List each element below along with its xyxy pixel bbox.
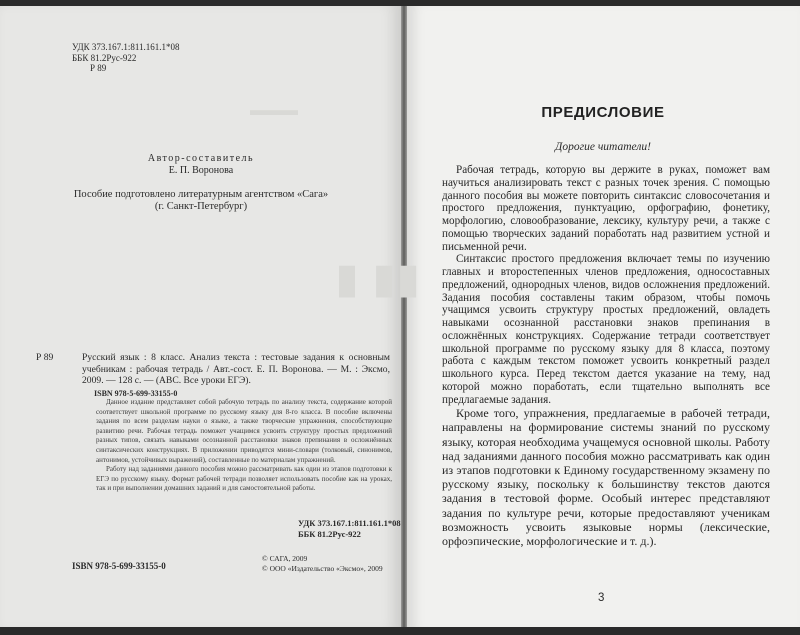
udk-line: УДК 373.167.1:811.161.1*08 [72,42,180,52]
bbk-line: ББК 81.2Рус-922 [298,528,361,539]
annotation [96,398,392,494]
preface-paragraph: Синтаксис простого предложения включает темы по изучению главных и второстепенных членов предложения, односоставных предложений, однородных членов, видов осложнения предложений. Задания пособия составлены таким образом, чтобы помочь учащимся усвоить структуру простых предложений, овладеть навыками осознанной расстановки знаков препинания в осложнённых конструкциях. Содержание тетради соответствует школьной программе по русскому языку для 8 класса, поэтому работа с каждым текстом поможет усвоить конкретный раздел школьного курса. Перед текстом дается указание на тему, над которой можно поработать, если тщательно выполнять все предлагаемые задания. [442,253,770,406]
udk-line: УДК 373.167.1:811.161.1*08 [298,518,401,528]
copyright-line: © САГА, 2009 [262,554,308,563]
annotation-paragraph: Работу над заданиями данного пособия можно рассматривать как один из этапов подготовки к ЕГЭ по русскому языку. Формат рабочей тетради позволяет использовать пособие как на уроках, так и при выполнении домашних заданий и для самостоятельной работы. [96,465,392,493]
page-title: ПРЕДИСЛОВИЕ [541,104,665,121]
greeting: Дорогие читатели! [555,141,651,153]
bibliographic-record [36,352,390,399]
bbk-line: ББК 81.2Рус-922 [72,52,137,63]
catalog-code: Р 89 [90,63,107,73]
book-spine [401,0,407,635]
biblio-description: Русский язык : 8 класс. Анализ текста : тестовые задания к основным учебникам : рабочая тетрадь / Авт.-сост. Е. П. Воронова. — М. : Эксмо, 2009. — 128 с. — (АВС. Все уроки ЕГЭ). [82,352,390,386]
preface-text [442,164,770,548]
isbn-footer: ISBN 978-5-699-33155-0 [72,561,166,571]
author-block [0,153,402,177]
copyright-block [262,554,383,574]
bleed-through-mark: ▬▬▬ [250,102,298,119]
bleed-through-mark: ▮ ▮▮ [336,257,422,301]
biblio-isbn: ISBN 978-5-699-33155-0 [94,388,178,398]
scan-edge-top [0,0,800,6]
prepared-by-block [0,189,402,213]
prepared-by-line: Пособие подготовлено литературным агентством «Сага» [73,189,329,200]
udk-header [72,42,180,74]
page-number: 3 [598,592,605,604]
prepared-by-city: (г. Санкт-Петербург) [154,201,248,212]
biblio-code: Р 89 [36,352,54,363]
copyright-line: © ООО «Издательство «Эксмо», 2009 [262,564,383,573]
udk-footer [298,518,401,539]
preface-paragraph: Кроме того, упражнения, предлагаемые в рабочей тетради, направлены на формирование системы знаний по русскому языку, которая необходима учащемуся основной школы. Работу над заданиями данного пособия можно рассматривать как один из этапов подготовки к Единому государственному экзамену по русскому языку, поскольку к большинству текстов даются задания в тестовой форме. Особый интерес представляют задания по культуре речи, которые предоставляют ученикам возможность усвоить языковые нормы (лексические, орфоэпические, морфологические и т. д.). [442,406,770,549]
annotation-paragraph: Данное издание представляет собой рабочую тетрадь по анализу текста, содержание которой соответствует школьной программе по русскому языку для 8-го класса. В пособие включены задания по всем разделам науки о языке, а также творческие упражнения, способствующие развитию речи. Рабочая тетрадь поможет учащимся усвоить структуру простых предложений разных типов, связать навыками осознанной расстановки знаков препинания в осложнённых синтаксических конструкциях. В приложении приводятся мини-словари (толковый, синонимов, антонимов, устойчивых выражений), составленные по материалам упражнений. [96,398,392,464]
scan-edge-bottom [0,627,800,635]
author-label: Автор-составитель [147,153,255,164]
preface-paragraph: Рабочая тетрадь, которую вы держите в руках, поможет вам научиться анализировать текст с разных точек зрения. С помощью данного пособия вы можете повторить синтаксис словосочетания и простого предложения, пунктуацию, орфографию, фонетику, морфологию, словообразование, лексику, культуру речи, а также с помощью творческих заданий поработать над развитием устной и письменной речи. [442,164,770,253]
author-name: Е. П. Воронова [168,165,234,176]
